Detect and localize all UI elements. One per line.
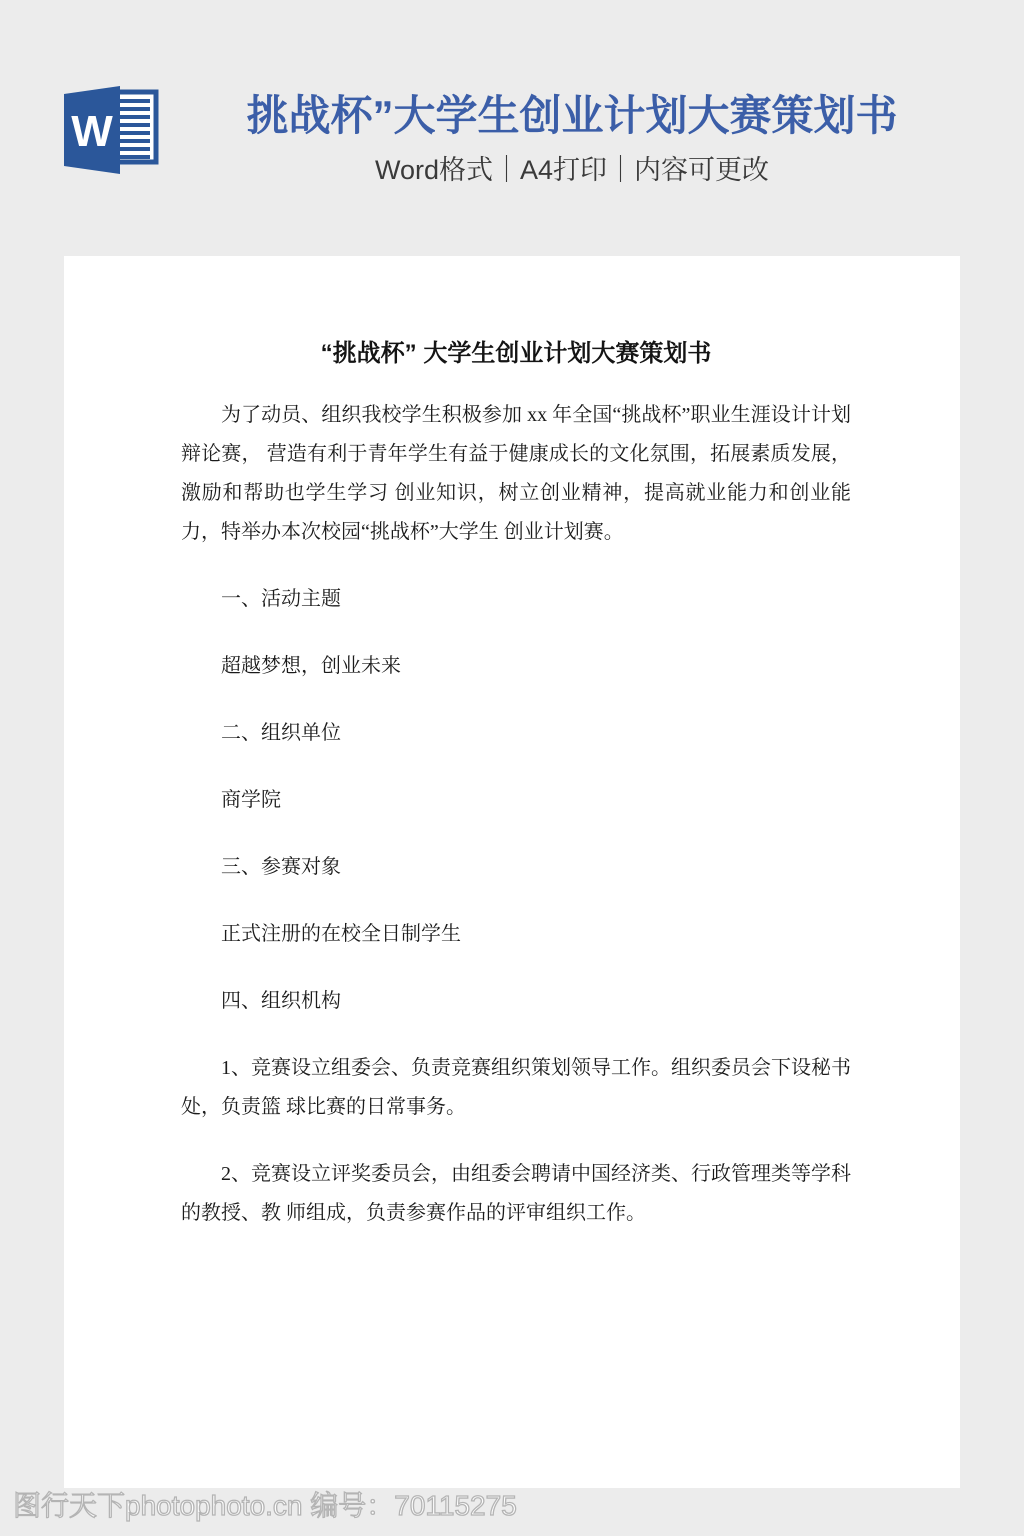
document-title: “挑战杯” 大学生创业计划大赛策划书	[320, 340, 712, 367]
watermark-footer	[13, 1489, 517, 1529]
doc-paragraph-committee-1: 1、竞赛设立组委会、负责竞赛组织策划领导工作。组织委员会下设秘书处，负责篮 球比赛的日常事务。	[181, 1057, 851, 1118]
doc-paragraph-intro: 为了动员、组织我校学生积极参加 xx 年全国“挑战杯”职业生涯设计计划辩论赛， 营造有利于青年学生有益于健康成长的文化氛围，拓展素质发展，激励和帮助也学生学习 创业知识，树立创业精神，提高就业能力和创业能力，特举办本次校园“挑战杯”大学生 创业计划赛。	[181, 404, 851, 543]
template-header	[64, 84, 960, 200]
word-logo-letter: W	[71, 107, 113, 156]
document-preview-card	[64, 256, 960, 1488]
doc-heading-3: 三、参赛对象	[221, 856, 341, 878]
watermark-text: 图行天下photophoto.cn 编号：70115275	[13, 1490, 517, 1521]
doc-paragraph-organizer: 商学院	[221, 789, 281, 811]
doc-heading-2: 二、组织单位	[221, 722, 341, 744]
doc-heading-4: 四、组织机构	[221, 990, 341, 1012]
page-title: 挑战杯”大学生创业计划大赛策划书	[246, 92, 898, 139]
doc-paragraph-participants: 正式注册的在校全日制学生	[221, 923, 461, 945]
header-text-block	[164, 84, 980, 187]
word-logo-icon	[64, 86, 160, 174]
doc-paragraph-committee-2: 2、竞赛设立评奖委员会，由组委会聘请中国经济类、行政管理类等学科的教授、教 师组成，负责参赛作品的评审组织工作。	[181, 1163, 851, 1224]
page-subtitle: Word格式｜A4打印｜内容可更改	[374, 154, 770, 185]
doc-paragraph-theme: 超越梦想，创业未来	[221, 655, 401, 677]
doc-heading-1: 一、活动主题	[221, 588, 341, 610]
